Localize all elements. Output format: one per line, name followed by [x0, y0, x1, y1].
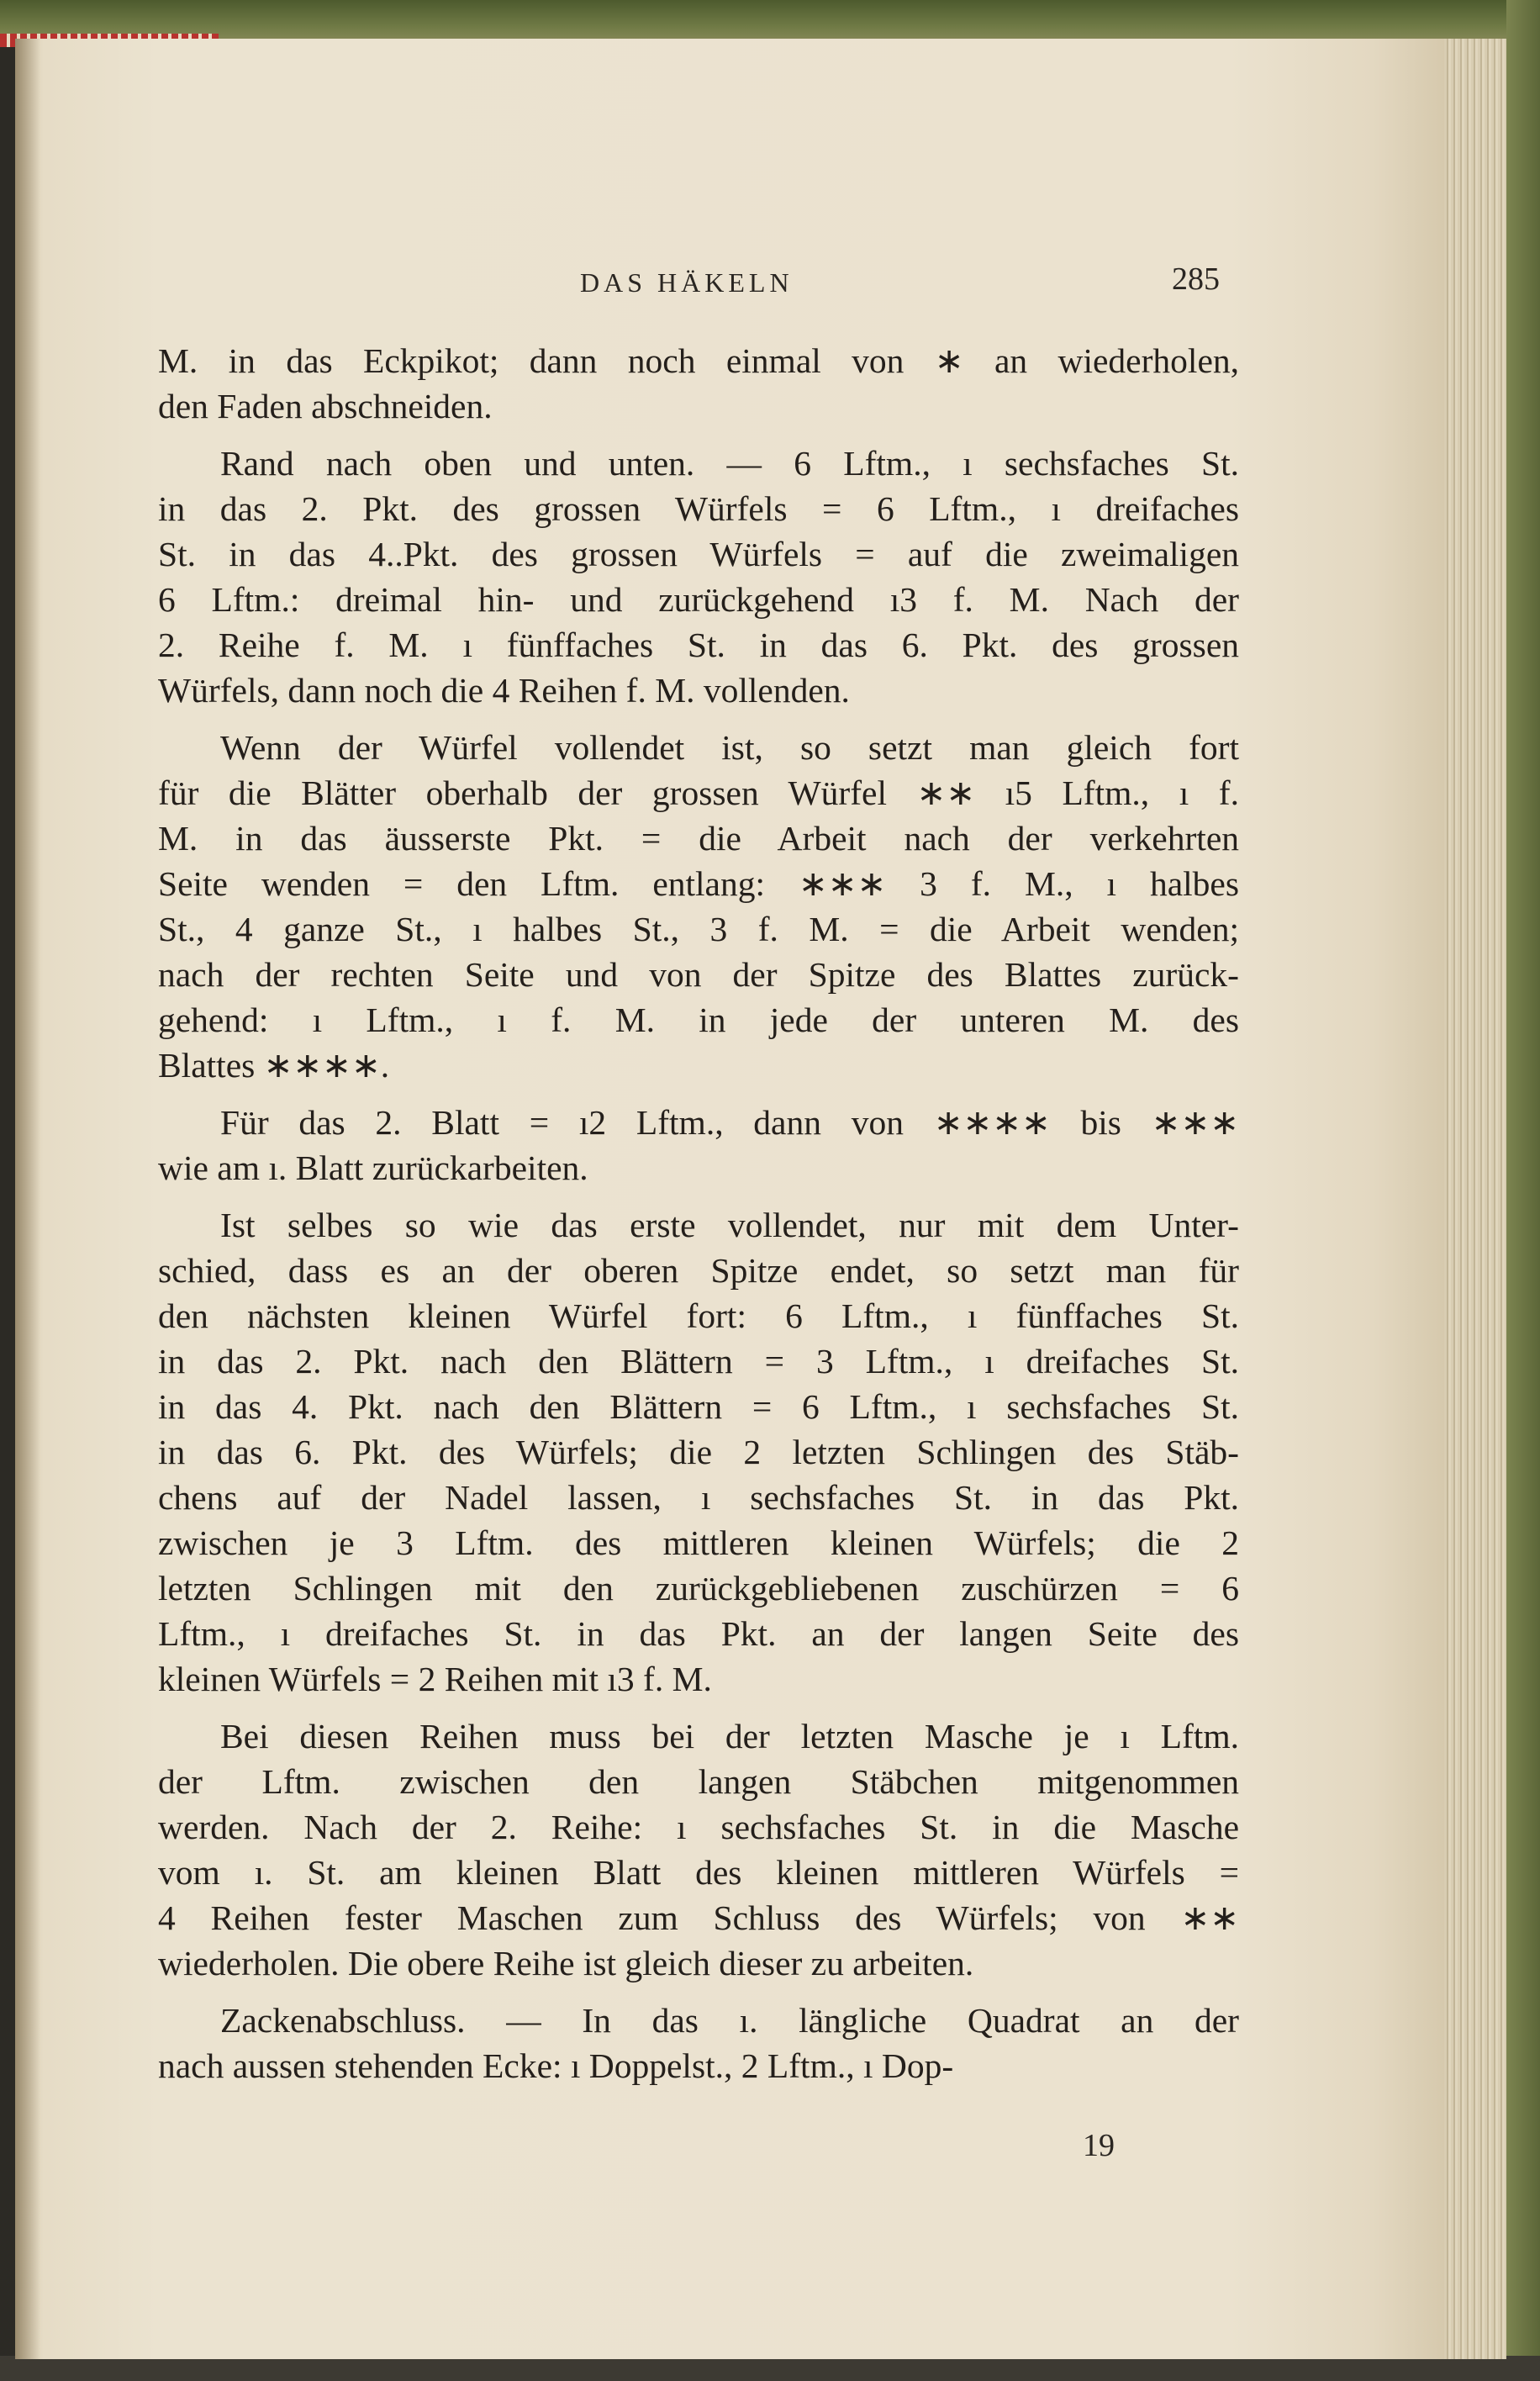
text-line: Lftm., ı dreifaches St. in das Pkt. an der langen Seite des: [158, 1614, 1239, 1653]
text-line: chens auf der Nadel lassen, ı sechsfaches St. in das Pkt.: [158, 1478, 1239, 1517]
paragraph: [158, 1100, 1239, 1190]
book-cover-bottom: [0, 2356, 1540, 2381]
text-line: wie am ı. Blatt zurückarbeiten.: [158, 1148, 588, 1187]
text-line: Bei diesen Reihen muss bei der letzten Masche je ı Lftm.: [220, 1717, 1239, 1755]
text-line: Für das 2. Blatt = ı2 Lftm., dann von ∗∗∗∗ bis ∗∗∗: [220, 1103, 1239, 1142]
text-line: M. in das äusserste Pkt. = die Arbeit nach der verkehrten: [158, 819, 1239, 858]
paragraph: [158, 441, 1239, 713]
text-line: Rand nach oben und unten. — 6 Lftm., ı sechsfaches St.: [220, 444, 1239, 483]
text-line: in das 2. Pkt. nach den Blättern = 3 Lftm., ı dreifaches St.: [158, 1342, 1239, 1381]
text-line: M. in das Eckpikot; dann noch einmal von ∗ an wiederholen,: [158, 341, 1239, 380]
book-cover-right: [1506, 0, 1540, 2381]
paragraph: [158, 1202, 1239, 1702]
page-number: 285: [1172, 261, 1220, 297]
text-line: in das 2. Pkt. des grossen Würfels = 6 Lftm., ı dreifaches: [158, 489, 1239, 528]
text-line: Würfels, dann noch die 4 Reihen f. M. vollenden.: [158, 671, 850, 710]
body-text: [158, 338, 1239, 2100]
signature-mark: 19: [1083, 2128, 1115, 2163]
text-line: nach der rechten Seite und von der Spitze des Blattes zurück-: [158, 955, 1239, 994]
text-line: der Lftm. zwischen den langen Stäbchen mitgenommen: [158, 1762, 1239, 1801]
page-edges: [1444, 39, 1506, 2359]
text-line: St. in das 4..Pkt. des grossen Würfels = auf die zweimaligen: [158, 535, 1239, 573]
page-gutter-shadow: [15, 39, 40, 2359]
text-line: wiederholen. Die obere Reihe ist gleich dieser zu arbeiten.: [158, 1944, 974, 1982]
text-line: für die Blätter oberhalb der grossen Würfel ∗∗ ı5 Lftm., ı f.: [158, 773, 1239, 812]
text-line: Zackenabschluss. — In das ı. längliche Quadrat an der: [220, 2001, 1239, 2040]
text-line: in das 4. Pkt. nach den Blättern = 6 Lftm., ı sechsfaches St.: [158, 1387, 1239, 1426]
paragraph: [158, 1713, 1239, 1986]
text-line: den nächsten kleinen Würfel fort: 6 Lftm., ı fünffaches St.: [158, 1296, 1239, 1335]
text-line: gehend: ı Lftm., ı f. M. in jede der unteren M. des: [158, 1000, 1239, 1039]
text-line: nach aussen stehenden Ecke: ı Doppelst., 2 Lftm., ı Dop-: [158, 2046, 954, 2085]
text-line: kleinen Würfels = 2 Reihen mit ı3 f. M.: [158, 1660, 712, 1698]
text-line: Blattes ∗∗∗∗.: [158, 1046, 390, 1085]
text-line: den Faden abschneiden.: [158, 387, 493, 425]
paragraph: [158, 1998, 1239, 2088]
running-head: DAS HÄKELN: [580, 267, 794, 298]
text-line: 6 Lftm.: dreimal hin- und zurückgehend ı3 f. M. Nach der: [158, 580, 1239, 619]
text-line: zwischen je 3 Lftm. des mittleren kleinen Würfels; die 2: [158, 1523, 1239, 1562]
text-line: werden. Nach der 2. Reihe: ı sechsfaches St. in die Masche: [158, 1808, 1239, 1846]
text-line: Seite wenden = den Lftm. entlang: ∗∗∗ 3 f. M., ı halbes: [158, 864, 1239, 903]
text-line: in das 6. Pkt. des Würfels; die 2 letzten Schlingen des Stäb-: [158, 1433, 1239, 1471]
paragraph: [158, 338, 1239, 429]
text-line: vom ı. St. am kleinen Blatt des kleinen mittleren Würfels =: [158, 1853, 1239, 1892]
text-line: Ist selbes so wie das erste vollendet, nur mit dem Unter-: [220, 1206, 1239, 1244]
text-line: 2. Reihe f. M. ı fünffaches St. in das 6. Pkt. des grossen: [158, 626, 1239, 664]
text-line: Wenn der Würfel vollendet ist, so setzt man gleich fort: [220, 728, 1239, 767]
text-line: St., 4 ganze St., ı halbes St., 3 f. M. = die Arbeit wenden;: [158, 910, 1239, 948]
text-line: schied, dass es an der oberen Spitze endet, so setzt man für: [158, 1251, 1239, 1290]
text-line: letzten Schlingen mit den zurückgebliebenen zuschürzen = 6: [158, 1569, 1239, 1608]
paragraph: [158, 725, 1239, 1088]
text-line: 4 Reihen fester Maschen zum Schluss des Würfels; von ∗∗: [158, 1898, 1239, 1937]
book-cover-top: [0, 0, 1540, 44]
